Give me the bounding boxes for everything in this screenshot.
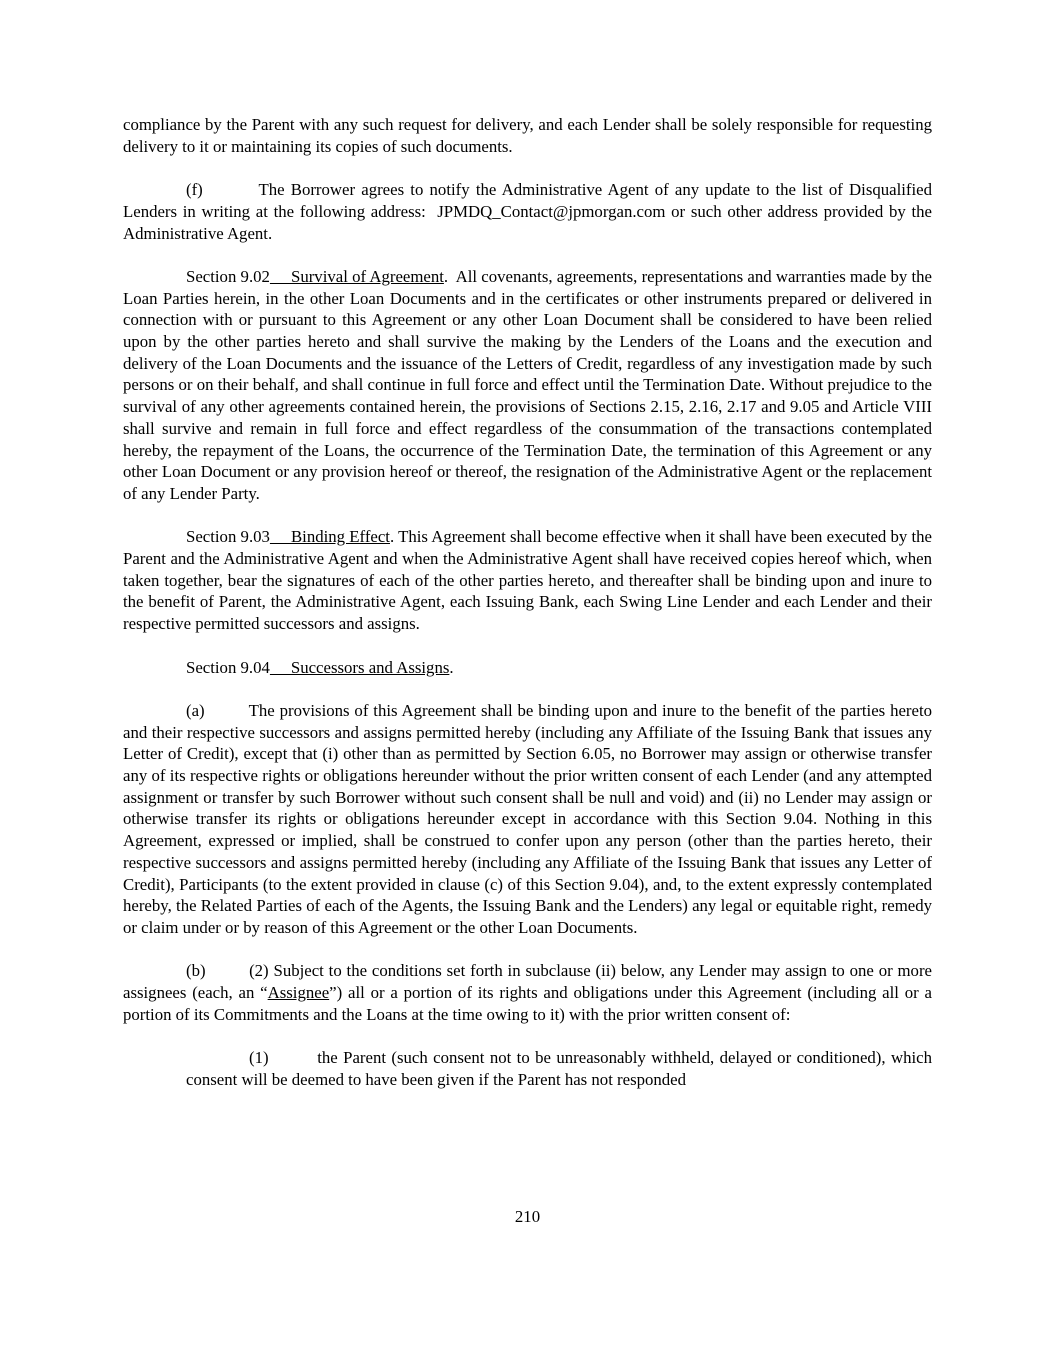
text-segment: (b) (2) Subject to the conditions set forth in subclause (ii) below, any Lender may assign to one or more assignees (each, an “ — [123, 961, 932, 1003]
document-body — [123, 114, 932, 1091]
underlined-text: Binding Effect — [269, 527, 390, 547]
underlined-text: Assignee — [267, 983, 330, 1003]
paragraph — [123, 700, 932, 939]
paragraph — [123, 266, 932, 505]
text-segment: compliance by the Parent with any such request for delivery, and each Lender shall be solely responsible for requesting delivery to it or maintaining its copies of such documents. — [123, 115, 932, 156]
paragraph — [186, 1047, 932, 1090]
paragraph — [123, 179, 932, 244]
text-segment: (f) The Borrower agrees to notify the Administrative Agent of any update to the list of Disqualified Lenders in writing at the following address: JPMDQ_Contact@jpmorgan.com or such other address provided by the Administrative Agent. — [123, 180, 932, 243]
paragraph — [123, 526, 932, 635]
text-segment: Section 9.03 — [186, 527, 270, 547]
text-segment: Section 9.04 — [186, 657, 270, 677]
underlined-text: Survival of Agreement — [269, 266, 444, 286]
text-segment: ”) all or a portion of its rights and obligations under this Agreement (including all or a portion of its Commitments and the Loans at the time owing to it) with the prior written consent of: — [123, 983, 932, 1024]
paragraph — [123, 114, 932, 157]
page-number: 210 — [514, 1207, 541, 1226]
text-segment: Section 9.02 — [186, 266, 270, 286]
text-segment: . This Agreement shall become effective when it shall have been executed by the Parent and the Administrative Agent and when the Administrative Agent shall have received copies hereof which, when taken together, bear the signatures of each of the other parties hereto, and thereafter shall be binding upon and inure to the benefit of Parent, the Administrative Agent, each Issuing Bank, each Swing Line Lender and each Lender and their respective permitted successors and assigns. — [123, 527, 933, 634]
text-segment: . All covenants, agreements, representations and warranties made by the Loan Parties herein, in the other Loan Documents and in the certificates or other instruments prepared or delivered in connection with or pursuant to this Agreement or any other Loan Document shall be considered to have been relied upon by the other parties hereto and shall survive the making by the Lenders of the Loans and the execution and delivery of the Loan Documents and the issuance of the Letters of Credit, regardless of any investigation made by such persons or on their behalf, and shall continue in full force and effect until the Termination Date. Without prejudice to the survival of any other agreements contained herein, the provisions of Sections 2.15, 2.16, 2.17 and 9.05 and Article VIII shall survive and remain in full force and effect regardless of the consummation of the transactions contemplated hereby, the repayment of the Loans, the occurrence of the Termination Date, the termination of this Agreement or any other Loan Document or any provision hereof or thereof, the resignation of the Administrative Agent or the replacement of any Lender Party. — [123, 266, 932, 503]
underlined-text: Successors and Assigns — [269, 657, 450, 677]
text-segment: . — [449, 657, 454, 677]
paragraph — [123, 960, 932, 1025]
text-segment: (1) the Parent (such consent not to be unreasonably withheld, delayed or conditioned), which consent will be deemed to have been given if the Parent has not responded — [186, 1048, 932, 1089]
paragraph — [123, 657, 932, 679]
text-segment: (a) The provisions of this Agreement shall be binding upon and inure to the benefit of the parties hereto and their respective successors and assigns permitted hereby (including any Affiliate of the Issuing Bank that issues any Letter of Credit), except that (i) other than as permitted by Section 6.05, no Borrower may assign or otherwise transfer any of its respective rights or obligations hereunder without the prior written consent of each Lender (and any attempted assignment or transfer by such Borrower without such consent shall be null and void) and (ii) no Lender may assign or otherwise transfer its rights or obligations hereunder except in accordance with this Section 9.04. Nothing in this Agreement, expressed or implied, shall be construed to confer upon any person (other than the parties hereto, their respective successors and assigns permitted hereby (including any Affiliate of the Issuing Bank that issues any Letter of Credit), Participants (to the extent provided in clause (c) of this Section 9.04), and, to the extent expressly contemplated hereby, the Related Parties of each of the Agents, the Issuing Bank and the Lenders) any legal or equitable right, remedy or claim under or by reason of this Agreement or the other Loan Documents. — [123, 700, 932, 937]
